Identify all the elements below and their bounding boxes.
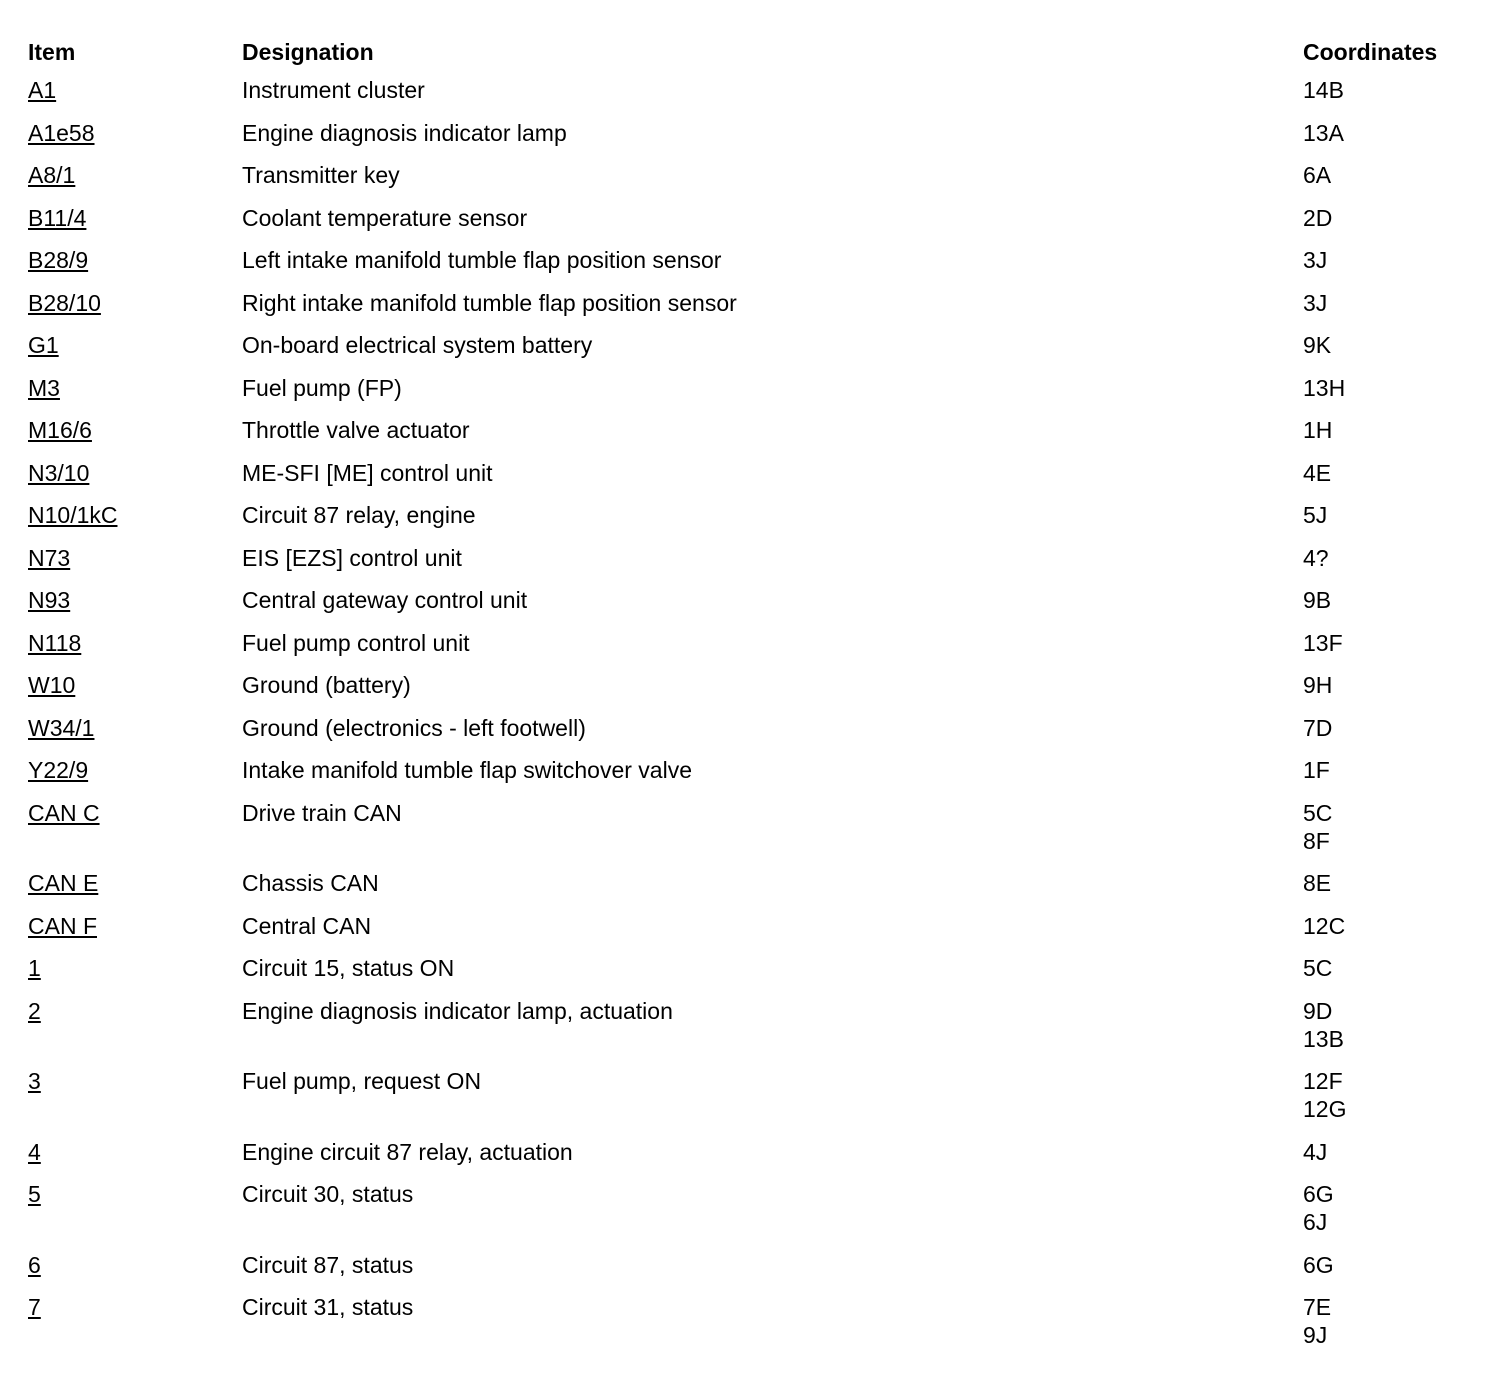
coordinate-value: 1H bbox=[1303, 417, 1333, 443]
table-row bbox=[28, 331, 1488, 374]
table-row bbox=[28, 501, 1488, 544]
item-cell bbox=[28, 954, 242, 997]
table-row bbox=[28, 289, 1488, 332]
item-cell bbox=[28, 204, 242, 247]
coordinates-cell bbox=[1303, 1138, 1488, 1181]
table-row bbox=[28, 246, 1488, 289]
designation-cell: Central gateway control unit bbox=[242, 587, 528, 613]
coordinates-cell bbox=[1303, 1293, 1488, 1364]
designation-cell: Transmitter key bbox=[242, 162, 400, 188]
table-row bbox=[28, 997, 1488, 1068]
designation-cell: Engine diagnosis indicator lamp bbox=[242, 119, 567, 146]
item-cell bbox=[28, 1138, 242, 1181]
table-row bbox=[28, 799, 1488, 870]
item-cell bbox=[28, 544, 242, 587]
item-cell bbox=[28, 416, 242, 459]
coordinate-value: 6A bbox=[1303, 162, 1332, 188]
coordinates-cell bbox=[1303, 586, 1488, 629]
coordinate-value: 5J bbox=[1303, 502, 1328, 528]
table-row bbox=[28, 671, 1488, 714]
coordinate-value: 7D bbox=[1303, 714, 1333, 741]
designation-cell: Throttle valve actuator bbox=[242, 417, 470, 443]
item-cell bbox=[28, 501, 242, 544]
designation-cell: Circuit 87 relay, engine bbox=[242, 502, 476, 528]
item-link[interactable]: A8/1 bbox=[28, 162, 76, 188]
coordinate-value: 1F bbox=[1303, 757, 1330, 783]
coordinate-value: 9D bbox=[1303, 997, 1333, 1024]
coordinate-value: 13A bbox=[1303, 119, 1344, 146]
coordinates-cell bbox=[1303, 246, 1488, 289]
item-link[interactable]: 7 bbox=[28, 1294, 41, 1320]
item-link[interactable]: CAN E bbox=[28, 870, 99, 896]
coordinates-cell bbox=[1303, 1251, 1488, 1294]
table-row bbox=[28, 544, 1488, 587]
item-link[interactable]: 1 bbox=[28, 955, 41, 981]
item-cell bbox=[28, 799, 242, 870]
table-row bbox=[28, 1293, 1488, 1364]
coordinates-cell bbox=[1303, 331, 1488, 374]
item-link[interactable]: A1 bbox=[28, 77, 57, 103]
item-cell bbox=[28, 997, 242, 1068]
item-cell bbox=[28, 459, 242, 502]
item-cell bbox=[28, 1067, 242, 1138]
designation-cell: Circuit 31, status bbox=[242, 1294, 414, 1320]
coordinates-cell bbox=[1303, 374, 1488, 417]
table-row bbox=[28, 119, 1488, 162]
item-cell bbox=[28, 629, 242, 672]
header-item: Item bbox=[28, 39, 76, 65]
designation-cell: Fuel pump, request ON bbox=[242, 1068, 482, 1094]
designation-cell: Central CAN bbox=[242, 912, 372, 939]
designation-cell: Instrument cluster bbox=[242, 77, 425, 103]
coordinates-cell bbox=[1303, 1067, 1488, 1138]
item-link[interactable]: A1e58 bbox=[28, 119, 95, 146]
legend-table bbox=[28, 34, 1488, 1364]
coordinate-value: 13F bbox=[1303, 629, 1343, 656]
table-row bbox=[28, 1251, 1488, 1294]
coordinate-value: 12G bbox=[1303, 1096, 1347, 1122]
coordinates-cell bbox=[1303, 997, 1488, 1068]
coordinate-value: 3J bbox=[1303, 289, 1328, 316]
item-cell bbox=[28, 289, 242, 332]
designation-cell: Chassis CAN bbox=[242, 870, 379, 896]
item-cell bbox=[28, 1251, 242, 1294]
designation-cell: Right intake manifold tumble flap position sensor bbox=[242, 289, 737, 316]
item-cell bbox=[28, 374, 242, 417]
item-link[interactable]: 3 bbox=[28, 1068, 41, 1094]
designation-cell: Circuit 30, status bbox=[242, 1181, 414, 1207]
coordinates-cell bbox=[1303, 629, 1488, 672]
coordinate-value: 13B bbox=[1303, 1025, 1344, 1052]
designation-cell: Left intake manifold tumble flap position sensor bbox=[242, 247, 722, 273]
table-row bbox=[28, 161, 1488, 204]
item-cell bbox=[28, 331, 242, 374]
item-link[interactable]: N118 bbox=[28, 629, 82, 656]
designation-cell: Circuit 15, status ON bbox=[242, 955, 455, 981]
coordinates-cell bbox=[1303, 544, 1488, 587]
item-cell bbox=[28, 1293, 242, 1364]
designation-cell: Engine diagnosis indicator lamp, actuation bbox=[242, 997, 673, 1024]
item-cell bbox=[28, 869, 242, 912]
item-cell bbox=[28, 246, 242, 289]
designation-cell: Ground (battery) bbox=[242, 672, 411, 698]
table-row bbox=[28, 1138, 1488, 1181]
coordinate-value: 9B bbox=[1303, 587, 1332, 613]
item-link[interactable]: 2 bbox=[28, 997, 41, 1024]
item-link[interactable]: 6 bbox=[28, 1251, 41, 1278]
designation-cell: On-board electrical system battery bbox=[242, 332, 593, 358]
designation-cell: ME-SFI [ME] control unit bbox=[242, 459, 493, 486]
coordinate-value: 5C bbox=[1303, 799, 1333, 826]
coordinate-value: 9K bbox=[1303, 332, 1332, 358]
table-row bbox=[28, 756, 1488, 799]
item-link[interactable]: N73 bbox=[28, 544, 71, 571]
table-row bbox=[28, 204, 1488, 247]
table-row bbox=[28, 912, 1488, 955]
coordinate-value: 6J bbox=[1303, 1209, 1328, 1235]
coordinates-cell bbox=[1303, 119, 1488, 162]
item-link[interactable]: B28/9 bbox=[28, 247, 89, 273]
coordinate-value: 6G bbox=[1303, 1251, 1334, 1278]
coordinate-value: 4? bbox=[1303, 544, 1329, 571]
coordinates-cell bbox=[1303, 289, 1488, 332]
designation-cell: Intake manifold tumble flap switchover valve bbox=[242, 757, 692, 783]
item-cell bbox=[28, 119, 242, 162]
coordinate-value: 13H bbox=[1303, 374, 1346, 401]
item-cell bbox=[28, 1180, 242, 1251]
item-link[interactable]: CAN C bbox=[28, 799, 100, 826]
item-cell bbox=[28, 756, 242, 799]
table-row bbox=[28, 459, 1488, 502]
coordinate-value: 12F bbox=[1303, 1068, 1343, 1094]
table-row bbox=[28, 954, 1488, 997]
coordinate-value: 6G bbox=[1303, 1181, 1334, 1207]
coordinates-cell bbox=[1303, 799, 1488, 870]
item-link[interactable]: 5 bbox=[28, 1181, 41, 1207]
coordinates-cell bbox=[1303, 161, 1488, 204]
item-cell bbox=[28, 714, 242, 757]
designation-cell: Fuel pump (FP) bbox=[242, 374, 402, 401]
table-row bbox=[28, 1067, 1488, 1138]
item-link[interactable]: W34/1 bbox=[28, 714, 95, 741]
coordinates-cell bbox=[1303, 954, 1488, 997]
coordinates-cell bbox=[1303, 912, 1488, 955]
coordinates-cell bbox=[1303, 714, 1488, 757]
coordinates-cell bbox=[1303, 501, 1488, 544]
item-link[interactable]: G1 bbox=[28, 332, 59, 358]
table-row bbox=[28, 416, 1488, 459]
table-row bbox=[28, 869, 1488, 912]
coordinate-value: 8F bbox=[1303, 827, 1330, 854]
item-link[interactable]: M3 bbox=[28, 374, 60, 401]
item-link[interactable]: M16/6 bbox=[28, 417, 92, 443]
item-link[interactable]: CAN F bbox=[28, 912, 97, 939]
item-cell bbox=[28, 161, 242, 204]
coordinates-cell bbox=[1303, 76, 1488, 119]
table-row bbox=[28, 714, 1488, 757]
coordinates-cell bbox=[1303, 459, 1488, 502]
coordinates-cell bbox=[1303, 204, 1488, 247]
coordinates-cell bbox=[1303, 756, 1488, 799]
coordinate-value: 9J bbox=[1303, 1322, 1328, 1348]
coordinate-value: 3J bbox=[1303, 247, 1328, 273]
item-link[interactable]: N10/1kC bbox=[28, 502, 118, 528]
coordinate-value: 2D bbox=[1303, 204, 1333, 231]
table-header-row bbox=[28, 34, 1488, 76]
designation-cell: Circuit 87, status bbox=[242, 1251, 414, 1278]
table-row bbox=[28, 629, 1488, 672]
item-link[interactable]: Y22/9 bbox=[28, 757, 89, 783]
coordinate-value: 8E bbox=[1303, 870, 1332, 896]
designation-cell: Coolant temperature sensor bbox=[242, 204, 528, 231]
table-row bbox=[28, 1180, 1488, 1251]
item-cell bbox=[28, 76, 242, 119]
item-cell bbox=[28, 671, 242, 714]
designation-cell: EIS [EZS] control unit bbox=[242, 544, 462, 571]
table-row bbox=[28, 374, 1488, 417]
coordinates-cell bbox=[1303, 671, 1488, 714]
table-body bbox=[28, 76, 1488, 1364]
coordinate-value: 9H bbox=[1303, 672, 1333, 698]
item-link[interactable]: W10 bbox=[28, 672, 76, 698]
coordinates-cell bbox=[1303, 416, 1488, 459]
item-link[interactable]: 4 bbox=[28, 1138, 41, 1165]
coordinate-value: 7E bbox=[1303, 1294, 1332, 1320]
coordinate-value: 14B bbox=[1303, 77, 1344, 103]
item-cell bbox=[28, 912, 242, 955]
designation-cell: Engine circuit 87 relay, actuation bbox=[242, 1138, 573, 1165]
table-row bbox=[28, 586, 1488, 629]
designation-cell: Ground (electronics - left footwell) bbox=[242, 714, 586, 741]
coordinates-cell bbox=[1303, 1180, 1488, 1251]
item-link[interactable]: N3/10 bbox=[28, 459, 90, 486]
header-coordinates: Coordinates bbox=[1303, 39, 1438, 65]
coordinate-value: 12C bbox=[1303, 912, 1346, 939]
designation-cell: Drive train CAN bbox=[242, 799, 402, 826]
item-link[interactable]: B11/4 bbox=[28, 204, 87, 231]
coordinate-value: 4E bbox=[1303, 459, 1332, 486]
header-designation: Designation bbox=[242, 39, 374, 65]
item-link[interactable]: N93 bbox=[28, 587, 71, 613]
coordinate-value: 5C bbox=[1303, 955, 1333, 981]
item-cell bbox=[28, 586, 242, 629]
table-row bbox=[28, 76, 1488, 119]
item-link[interactable]: B28/10 bbox=[28, 289, 101, 316]
coordinate-value: 4J bbox=[1303, 1138, 1328, 1165]
coordinates-cell bbox=[1303, 869, 1488, 912]
designation-cell: Fuel pump control unit bbox=[242, 629, 470, 656]
